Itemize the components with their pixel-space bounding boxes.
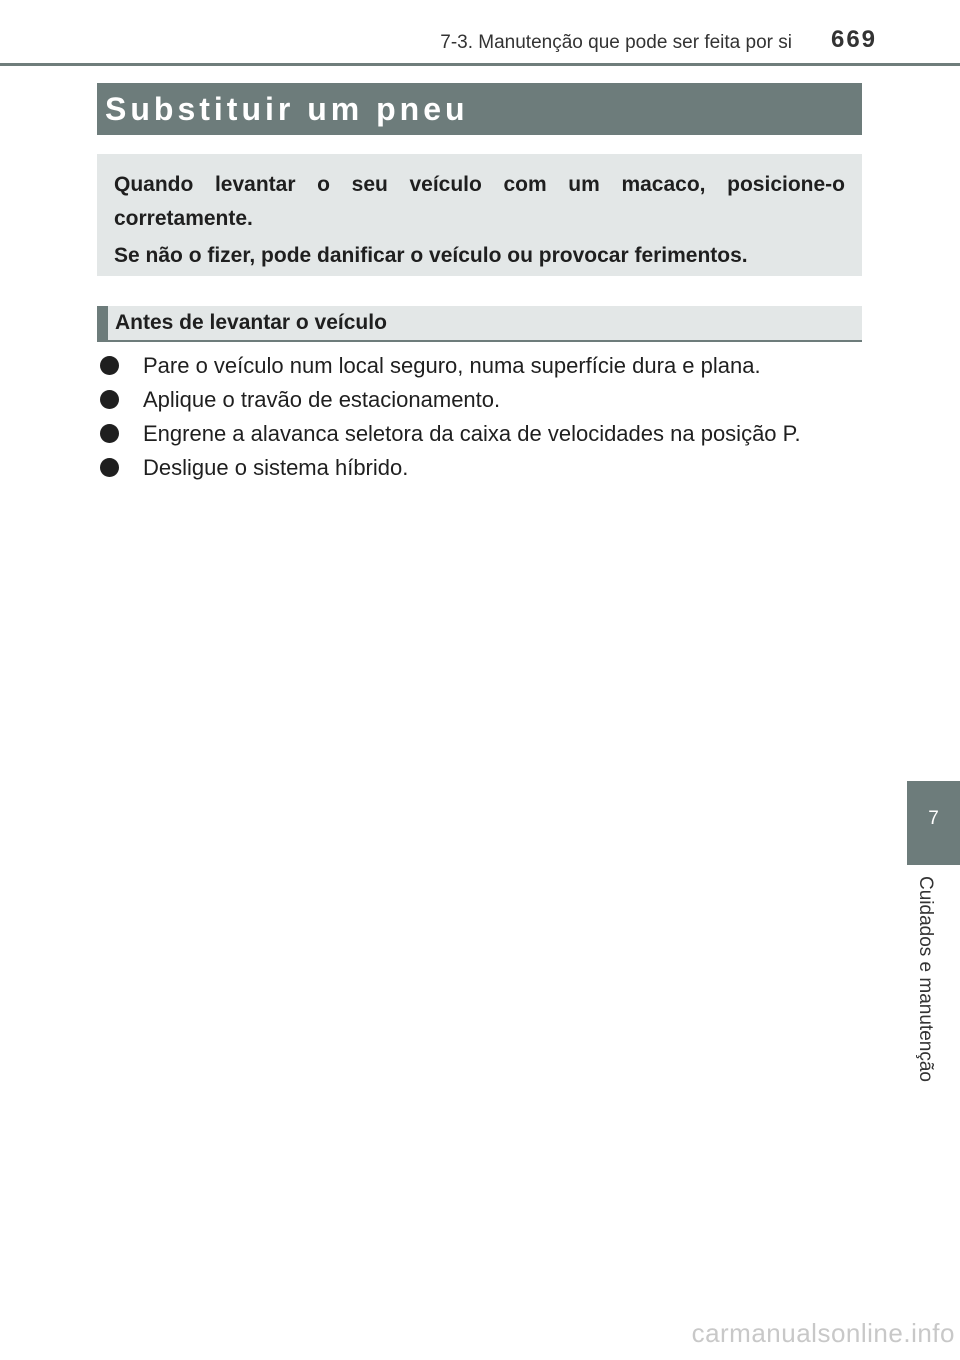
chapter-title: Cuidados e manutenção <box>915 876 936 1082</box>
list-item <box>100 351 870 385</box>
page-title: Substituir um pneu <box>105 91 469 127</box>
watermark: carmanualsonline.info <box>691 1318 955 1348</box>
chapter-tab <box>907 781 960 865</box>
intro-box <box>97 154 862 276</box>
intro-paragraph-1: Quando levantar o seu veículo com um macaco, posicione-o corretamente. <box>114 173 845 230</box>
list-item <box>100 453 870 487</box>
list-item <box>100 419 870 453</box>
list-item-text: Desligue o sistema híbrido. <box>143 455 409 480</box>
chapter-number: 7 <box>928 808 939 829</box>
chapter-side-label <box>912 876 942 1116</box>
page-title-bar <box>97 83 862 135</box>
subsection-title: Antes de levantar o veículo <box>115 311 387 334</box>
list-item-text: Engrene a alavanca seletora da caixa de velocidades na posição P. <box>143 421 801 446</box>
bullet-icon <box>100 424 119 443</box>
list-item-text: Pare o veículo num local seguro, numa superfície dura e plana. <box>143 353 761 378</box>
page-number: 669 <box>830 26 878 53</box>
subsection-header <box>97 306 862 342</box>
list-item <box>100 385 870 419</box>
bullet-icon <box>100 390 119 409</box>
bullet-list <box>100 351 870 487</box>
intro-paragraph-2: Se não o fizer, pode danificar o veículo ou provocar ferimentos. <box>114 244 748 267</box>
list-item-text: Aplique o travão de estacionamento. <box>143 387 501 412</box>
header-divider <box>0 63 960 66</box>
header-section-title: 7-3. Manutenção que pode ser feita por si <box>440 32 792 53</box>
bullet-icon <box>100 356 119 375</box>
bullet-icon <box>100 458 119 477</box>
